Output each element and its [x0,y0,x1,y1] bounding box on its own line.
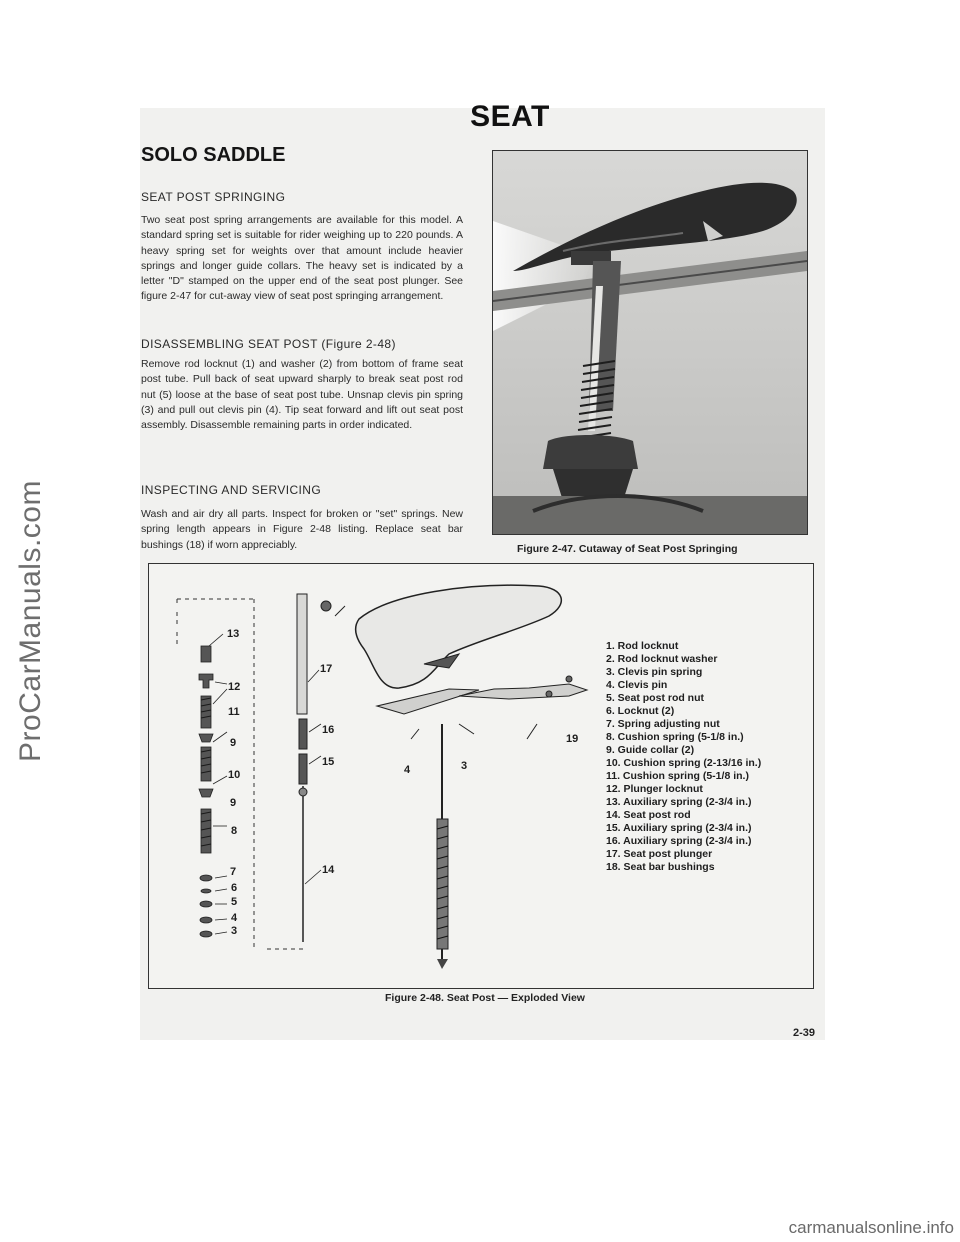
callout-3-left: 3 [231,925,238,937]
callout-6: 6 [231,882,238,894]
callout-10: 10 [228,769,241,781]
legend-item: 8. Cushion spring (5-1/8 in.) [606,731,744,743]
legend-item: 4. Clevis pin [606,679,668,691]
page-title: SEAT [470,100,550,133]
legend-item: 7. Spring adjusting nut [606,718,720,730]
callout-7: 7 [230,866,237,878]
figure-2-48-caption: Figure 2-48. Seat Post — Exploded View [385,992,585,1004]
section-title: SOLO SADDLE [141,144,286,166]
callout-5: 5 [231,896,238,908]
legend-item: 10. Cushion spring (2-13/16 in.) [606,757,762,769]
legend-item: 2. Rod locknut washer [606,653,718,665]
callout-4: 4 [404,764,411,776]
callout-4-left: 4 [231,912,238,924]
legend-item: 1. Rod locknut [606,640,679,652]
callout-16: 16 [322,724,335,736]
legend-item: 9. Guide collar (2) [606,744,695,756]
legend-item: 18. Seat bar bushings [606,861,715,873]
figure-2-47-caption: Figure 2-47. Cutaway of Seat Post Springing [517,543,738,555]
callout-15: 15 [322,756,335,768]
callout-3: 3 [461,760,468,772]
callout-9b: 9 [230,797,237,809]
legend-item: 13. Auxiliary spring (2-3/4 in.) [606,796,752,808]
subhead-springing: SEAT POST SPRINGING [141,190,286,204]
legend-item: 16. Auxiliary spring (2-3/4 in.) [606,835,752,847]
legend-item: 11. Cushion spring (5-1/8 in.) [606,770,749,782]
seat-post-cutaway-illustration [493,151,807,534]
callout-13: 13 [227,628,240,640]
callout-9a: 9 [230,737,237,749]
legend-item: 6. Locknut (2) [606,705,675,717]
parts-legend [606,640,761,874]
subhead-disassembling: DISASSEMBLING SEAT POST (Figure 2-48) [141,337,396,351]
callout-12: 12 [228,681,241,693]
side-watermark[interactable]: ProCarManuals.com [14,480,47,762]
legend-item: 17. Seat post plunger [606,848,713,860]
legend-item: 14. Seat post rod [606,809,691,821]
figure-2-47-photo [492,150,808,535]
callout-19: 19 [566,733,579,745]
para-springing: Two seat post spring arrangements are available for this model. A standard spring set is suitable for rider weighing up to 220 pounds. A heavy spring set for weights over that amount include heavier springs and longer guide collars. The heavy set is indicated by a letter "D" stamped on the upper end of the seat post plunger. See figure 2-47 for cut-away view of seat post springing arrangement. [141,214,463,303]
callout-14: 14 [322,864,335,876]
callout-17: 17 [320,663,333,675]
bottom-watermark[interactable]: carmanualsonline.info [788,1218,954,1237]
legend-item: 3. Clevis pin spring [606,666,703,678]
legend-item: 15. Auxiliary spring (2-3/4 in.) [606,822,752,834]
para-inspecting: Wash and air dry all parts. Inspect for broken or "set" springs. New spring length appears in Figure 2-48 listing. Replace seat bar bushings (18) if worn appreciably. [141,508,463,551]
page-number: 2-39 [793,1027,816,1039]
para-disassembling: Remove rod locknut (1) and washer (2) from bottom of frame seat post tube. Pull back of seat upward sharply to break seat post rod nut (5) loose at the base of seat post tube. Unsnap clevis pin spring (3) and pull out clevis pin (4). Tip seat forward and lift out seat post assembly. Disassemble remaining parts in order indicated. [141,358,463,432]
callout-11: 11 [228,706,240,718]
callout-8: 8 [231,825,238,837]
legend-item: 12. Plunger locknut [606,783,703,795]
legend-item: 5. Seat post rod nut [606,692,705,704]
subhead-inspecting: INSPECTING AND SERVICING [141,483,322,497]
